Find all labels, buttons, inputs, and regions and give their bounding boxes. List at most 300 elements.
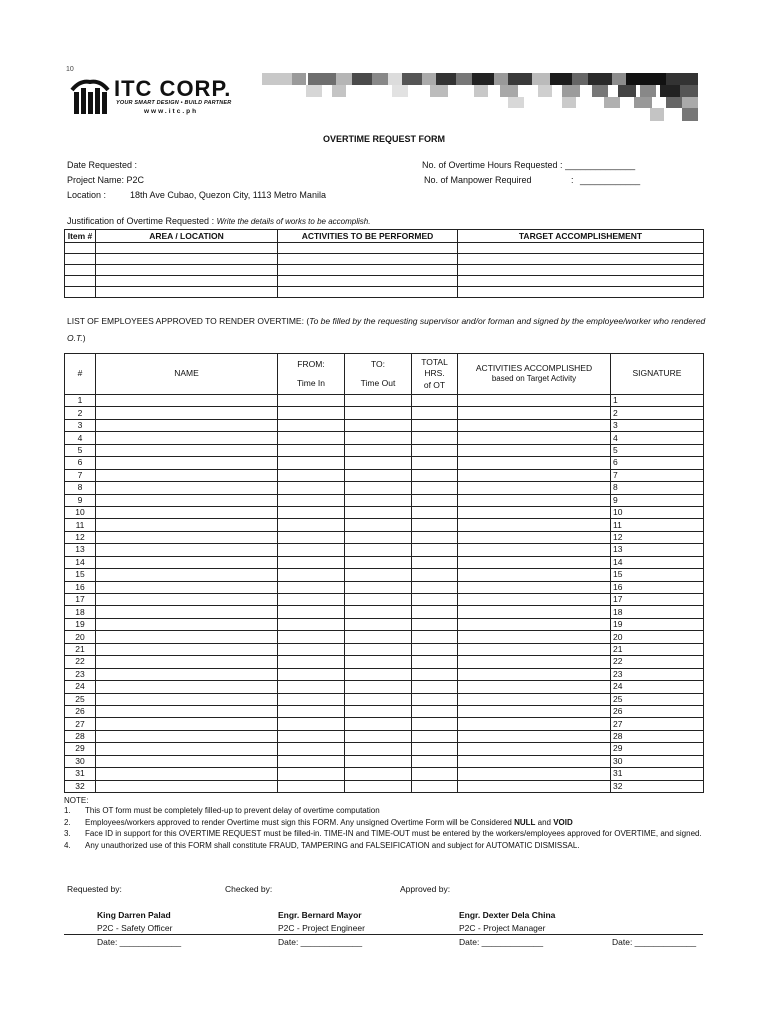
time-out-cell[interactable] bbox=[345, 618, 412, 630]
row-number: 24 bbox=[65, 681, 96, 693]
date-requested-label: Date Requested : bbox=[67, 160, 138, 170]
blank-cell[interactable] bbox=[96, 287, 278, 298]
activities-cell[interactable] bbox=[458, 656, 611, 668]
time-out-cell[interactable] bbox=[345, 705, 412, 717]
time-in-cell[interactable] bbox=[278, 618, 345, 630]
total-hrs-cell[interactable] bbox=[412, 457, 458, 469]
time-out-cell[interactable] bbox=[345, 544, 412, 556]
time-out-cell[interactable] bbox=[345, 556, 412, 568]
table-row bbox=[65, 643, 704, 655]
note-text: Employees/workers approved to render Overtime must sign this FORM. Any unsigned Overtime Form will be Considered bbox=[85, 817, 515, 827]
time-in-cell[interactable] bbox=[278, 606, 345, 618]
activities-cell[interactable] bbox=[458, 718, 611, 730]
total-hrs-cell[interactable] bbox=[412, 681, 458, 693]
total-hrs-cell[interactable] bbox=[412, 730, 458, 742]
name-cell[interactable] bbox=[96, 395, 278, 407]
table-row bbox=[65, 730, 704, 742]
blank-cell[interactable] bbox=[278, 287, 458, 298]
itc-logo-icon bbox=[70, 78, 110, 116]
name-cell[interactable] bbox=[96, 668, 278, 680]
name-cell[interactable] bbox=[96, 469, 278, 481]
table-row bbox=[65, 768, 704, 780]
time-in-cell[interactable] bbox=[278, 656, 345, 668]
note-item bbox=[64, 829, 704, 839]
blank-cell[interactable] bbox=[458, 254, 704, 265]
time-out-cell[interactable] bbox=[345, 506, 412, 518]
signature-cell[interactable]: 8 bbox=[611, 482, 704, 494]
time-out-cell[interactable] bbox=[345, 482, 412, 494]
total-hrs-cell[interactable] bbox=[412, 656, 458, 668]
name-cell[interactable] bbox=[96, 569, 278, 581]
total-hrs-cell[interactable] bbox=[412, 718, 458, 730]
table-row bbox=[65, 743, 704, 755]
signature-cell[interactable]: 31 bbox=[611, 768, 704, 780]
time-in-cell[interactable] bbox=[278, 531, 345, 543]
blank-cell[interactable] bbox=[458, 243, 704, 254]
signatory-name: Engr. Bernard Mayor bbox=[278, 910, 362, 920]
signature-cell[interactable]: 11 bbox=[611, 519, 704, 531]
table-row bbox=[65, 419, 704, 431]
table-row bbox=[65, 531, 704, 543]
name-cell[interactable] bbox=[96, 768, 278, 780]
table-row bbox=[65, 243, 704, 254]
time-in-cell[interactable] bbox=[278, 718, 345, 730]
name-cell[interactable] bbox=[96, 581, 278, 593]
row-number: 25 bbox=[65, 693, 96, 705]
blank-cell[interactable] bbox=[65, 243, 96, 254]
name-cell[interactable] bbox=[96, 656, 278, 668]
name-cell[interactable] bbox=[96, 444, 278, 456]
manpower-value: ____________ bbox=[580, 175, 641, 185]
time-out-cell[interactable] bbox=[345, 631, 412, 643]
row-number: 28 bbox=[65, 730, 96, 742]
name-cell[interactable] bbox=[96, 681, 278, 693]
location-value: 18th Ave Cubao, Quezon City, 1113 Metro Manila bbox=[130, 190, 326, 200]
time-in-cell[interactable] bbox=[278, 506, 345, 518]
name-cell[interactable] bbox=[96, 643, 278, 655]
total-hrs-cell[interactable] bbox=[412, 606, 458, 618]
time-out-cell[interactable] bbox=[345, 656, 412, 668]
time-out-cell[interactable] bbox=[345, 693, 412, 705]
hdr-activities-sub: based on Target Activity bbox=[491, 374, 577, 384]
signature-cell[interactable]: 23 bbox=[611, 668, 704, 680]
note-text: Any unauthorized use of this FORM shall constitute FRAUD, TAMPERING and FALSEIFICATION and subject for AUTOMATIC DISMISSAL. bbox=[85, 840, 580, 850]
table-row bbox=[65, 494, 704, 506]
table-row bbox=[65, 407, 704, 419]
time-in-cell[interactable] bbox=[278, 444, 345, 456]
name-cell[interactable] bbox=[96, 519, 278, 531]
total-hrs-cell[interactable] bbox=[412, 432, 458, 444]
ot-hours-row bbox=[422, 160, 635, 170]
activities-cell[interactable] bbox=[458, 631, 611, 643]
time-out-cell[interactable] bbox=[345, 469, 412, 481]
time-in-cell[interactable] bbox=[278, 730, 345, 742]
time-in-cell[interactable] bbox=[278, 407, 345, 419]
name-cell[interactable] bbox=[96, 457, 278, 469]
name-cell[interactable] bbox=[96, 705, 278, 717]
table-row bbox=[65, 556, 704, 568]
justification-heading bbox=[67, 216, 370, 226]
time-out-cell[interactable] bbox=[345, 780, 412, 792]
blank-cell[interactable] bbox=[96, 254, 278, 265]
row-number: 11 bbox=[65, 519, 96, 531]
total-hrs-cell[interactable] bbox=[412, 618, 458, 630]
signature-cell[interactable]: 5 bbox=[611, 444, 704, 456]
signature-cell[interactable]: 1 bbox=[611, 395, 704, 407]
total-hrs-cell[interactable] bbox=[412, 631, 458, 643]
signature-cell[interactable]: 9 bbox=[611, 494, 704, 506]
time-out-cell[interactable] bbox=[345, 494, 412, 506]
checked-by-label: Checked by: bbox=[225, 884, 273, 894]
activities-cell[interactable] bbox=[458, 457, 611, 469]
time-in-cell[interactable] bbox=[278, 482, 345, 494]
time-out-cell[interactable] bbox=[345, 643, 412, 655]
activities-cell[interactable] bbox=[458, 755, 611, 767]
time-out-cell[interactable] bbox=[345, 419, 412, 431]
table-row bbox=[65, 618, 704, 630]
row-number: 6 bbox=[65, 457, 96, 469]
total-hrs-cell[interactable] bbox=[412, 581, 458, 593]
time-in-cell[interactable] bbox=[278, 643, 345, 655]
activities-cell[interactable] bbox=[458, 768, 611, 780]
hdr-total bbox=[412, 354, 458, 395]
time-out-cell[interactable] bbox=[345, 519, 412, 531]
row-number: 23 bbox=[65, 668, 96, 680]
time-out-cell[interactable] bbox=[345, 718, 412, 730]
time-out-cell[interactable] bbox=[345, 730, 412, 742]
manpower-colon: : bbox=[571, 175, 574, 185]
activities-cell[interactable] bbox=[458, 444, 611, 456]
approved-by-label: Approved by: bbox=[400, 884, 451, 894]
time-in-cell[interactable] bbox=[278, 693, 345, 705]
time-out-cell[interactable] bbox=[345, 581, 412, 593]
total-hrs-cell[interactable] bbox=[412, 506, 458, 518]
blank-cell[interactable] bbox=[278, 243, 458, 254]
note-bold-void: VOID bbox=[553, 817, 573, 827]
total-hrs-cell[interactable] bbox=[412, 444, 458, 456]
blank-cell[interactable] bbox=[278, 265, 458, 276]
time-in-cell[interactable] bbox=[278, 544, 345, 556]
signature-cell[interactable]: 13 bbox=[611, 544, 704, 556]
time-in-cell[interactable] bbox=[278, 681, 345, 693]
name-cell[interactable] bbox=[96, 544, 278, 556]
signature-cell[interactable]: 26 bbox=[611, 705, 704, 717]
total-hrs-cell[interactable] bbox=[412, 594, 458, 606]
table-row bbox=[65, 457, 704, 469]
time-in-cell[interactable] bbox=[278, 469, 345, 481]
company-name: ITC CORP. bbox=[114, 76, 232, 101]
signatory-checked bbox=[278, 910, 362, 920]
col-item: Item # bbox=[65, 230, 96, 243]
page-number: 10 bbox=[66, 66, 74, 73]
name-cell[interactable] bbox=[96, 506, 278, 518]
signatory-name: Engr. Dexter Dela China bbox=[459, 910, 556, 920]
name-cell[interactable] bbox=[96, 494, 278, 506]
signature-cell[interactable]: 21 bbox=[611, 643, 704, 655]
time-in-cell[interactable] bbox=[278, 668, 345, 680]
signature-cell[interactable]: 14 bbox=[611, 556, 704, 568]
blank-cell[interactable] bbox=[96, 265, 278, 276]
signature-cell[interactable]: 29 bbox=[611, 743, 704, 755]
signature-cell[interactable]: 10 bbox=[611, 506, 704, 518]
time-out-cell[interactable] bbox=[345, 768, 412, 780]
row-number: 8 bbox=[65, 482, 96, 494]
row-number: 32 bbox=[65, 780, 96, 792]
activities-cell[interactable] bbox=[458, 395, 611, 407]
signature-cell[interactable]: 18 bbox=[611, 606, 704, 618]
row-number: 5 bbox=[65, 444, 96, 456]
signature-cell[interactable]: 25 bbox=[611, 693, 704, 705]
time-in-cell[interactable] bbox=[278, 581, 345, 593]
table-row bbox=[65, 681, 704, 693]
name-cell[interactable] bbox=[96, 718, 278, 730]
total-hrs-cell[interactable] bbox=[412, 395, 458, 407]
total-hrs-cell[interactable] bbox=[412, 643, 458, 655]
table-row bbox=[65, 287, 704, 298]
row-number: 22 bbox=[65, 656, 96, 668]
name-cell[interactable] bbox=[96, 407, 278, 419]
time-in-cell[interactable] bbox=[278, 631, 345, 643]
table-row bbox=[65, 594, 704, 606]
time-in-cell[interactable] bbox=[278, 768, 345, 780]
hdr-activities-label: ACTIVITIES ACCOMPLISHED bbox=[475, 362, 593, 373]
signature-cell[interactable]: 3 bbox=[611, 419, 704, 431]
name-cell[interactable] bbox=[96, 531, 278, 543]
row-number: 20 bbox=[65, 631, 96, 643]
signatory-role: P2C - Project Engineer bbox=[278, 923, 365, 933]
manpower-label: No. of Manpower Required bbox=[424, 175, 532, 185]
signatory-name: King Darren Palad bbox=[97, 910, 171, 920]
time-in-cell[interactable] bbox=[278, 780, 345, 792]
time-out-cell[interactable] bbox=[345, 457, 412, 469]
signature-cell[interactable]: 24 bbox=[611, 681, 704, 693]
signature-cell[interactable]: 17 bbox=[611, 594, 704, 606]
time-out-cell[interactable] bbox=[345, 681, 412, 693]
blank-cell[interactable] bbox=[96, 276, 278, 287]
blank-cell[interactable] bbox=[65, 265, 96, 276]
total-hrs-cell[interactable] bbox=[412, 519, 458, 531]
time-in-cell[interactable] bbox=[278, 755, 345, 767]
row-number: 1 bbox=[65, 395, 96, 407]
signature-cell[interactable]: 12 bbox=[611, 531, 704, 543]
signature-cell[interactable]: 28 bbox=[611, 730, 704, 742]
table-row bbox=[65, 482, 704, 494]
time-in-cell[interactable] bbox=[278, 395, 345, 407]
total-hrs-cell[interactable] bbox=[412, 419, 458, 431]
row-number: 14 bbox=[65, 556, 96, 568]
total-hrs-cell[interactable] bbox=[412, 768, 458, 780]
blank-cell[interactable] bbox=[458, 287, 704, 298]
employees-hint: To be filled by the requesting supervisor and/or forman and signed by the employee/worker who rendered O.T. bbox=[67, 316, 706, 343]
signature-line bbox=[64, 934, 703, 935]
name-cell[interactable] bbox=[96, 594, 278, 606]
total-hrs-cell[interactable] bbox=[412, 544, 458, 556]
time-in-cell[interactable] bbox=[278, 457, 345, 469]
ot-hours-value: ______________ bbox=[565, 160, 636, 170]
total-hrs-cell[interactable] bbox=[412, 494, 458, 506]
signatory-requested bbox=[97, 910, 171, 920]
note-text: This OT form must be completely filled-up to prevent delay of overtime computation bbox=[85, 806, 380, 816]
signatory-role: P2C - Safety Officer bbox=[97, 923, 173, 933]
activities-cell[interactable] bbox=[458, 569, 611, 581]
table-row bbox=[65, 544, 704, 556]
time-in-cell[interactable] bbox=[278, 494, 345, 506]
activities-cell[interactable] bbox=[458, 506, 611, 518]
hdr-total-1: TOTAL bbox=[421, 356, 448, 367]
activities-cell[interactable] bbox=[458, 681, 611, 693]
table-row bbox=[65, 276, 704, 287]
blank-cell[interactable] bbox=[65, 254, 96, 265]
time-out-cell[interactable] bbox=[345, 743, 412, 755]
name-cell[interactable] bbox=[96, 730, 278, 742]
blank-cell[interactable] bbox=[458, 265, 704, 276]
time-out-cell[interactable] bbox=[345, 755, 412, 767]
table-row bbox=[65, 444, 704, 456]
signature-cell[interactable]: 16 bbox=[611, 581, 704, 593]
table-row bbox=[65, 606, 704, 618]
signature-cell[interactable]: 27 bbox=[611, 718, 704, 730]
total-hrs-cell[interactable] bbox=[412, 693, 458, 705]
pixel-banner bbox=[262, 73, 698, 121]
activities-cell[interactable] bbox=[458, 581, 611, 593]
time-in-cell[interactable] bbox=[278, 419, 345, 431]
time-out-cell[interactable] bbox=[345, 444, 412, 456]
activities-cell[interactable] bbox=[458, 419, 611, 431]
activities-cell[interactable] bbox=[458, 693, 611, 705]
note-item bbox=[64, 841, 704, 851]
row-number: 19 bbox=[65, 618, 96, 630]
signature-cell[interactable]: 7 bbox=[611, 469, 704, 481]
activities-cell[interactable] bbox=[458, 494, 611, 506]
time-in-cell[interactable] bbox=[278, 519, 345, 531]
note-number: 4. bbox=[64, 840, 71, 850]
activities-cell[interactable] bbox=[458, 606, 611, 618]
time-in-cell[interactable] bbox=[278, 705, 345, 717]
name-cell[interactable] bbox=[96, 618, 278, 630]
signature-cell[interactable]: 20 bbox=[611, 631, 704, 643]
total-hrs-cell[interactable] bbox=[412, 668, 458, 680]
name-cell[interactable] bbox=[96, 482, 278, 494]
name-cell[interactable] bbox=[96, 631, 278, 643]
signature-cell[interactable]: 19 bbox=[611, 618, 704, 630]
row-number: 3 bbox=[65, 419, 96, 431]
extra-date: Date: _____________ bbox=[612, 937, 697, 947]
total-hrs-cell[interactable] bbox=[412, 743, 458, 755]
signature-cell[interactable]: 2 bbox=[611, 407, 704, 419]
name-cell[interactable] bbox=[96, 606, 278, 618]
name-cell[interactable] bbox=[96, 432, 278, 444]
blank-cell[interactable] bbox=[278, 276, 458, 287]
signature-cell[interactable]: 4 bbox=[611, 432, 704, 444]
activities-cell[interactable] bbox=[458, 743, 611, 755]
signature-cell[interactable]: 30 bbox=[611, 755, 704, 767]
total-hrs-cell[interactable] bbox=[412, 482, 458, 494]
signature-cell[interactable]: 32 bbox=[611, 780, 704, 792]
name-cell[interactable] bbox=[96, 419, 278, 431]
table-row bbox=[65, 265, 704, 276]
time-out-cell[interactable] bbox=[345, 668, 412, 680]
hdr-total-2: HRS. bbox=[424, 368, 445, 379]
blank-cell[interactable] bbox=[65, 276, 96, 287]
total-hrs-cell[interactable] bbox=[412, 755, 458, 767]
time-out-cell[interactable] bbox=[345, 606, 412, 618]
activities-cell[interactable] bbox=[458, 519, 611, 531]
activities-cell[interactable] bbox=[458, 432, 611, 444]
name-cell[interactable] bbox=[96, 780, 278, 792]
blank-cell[interactable] bbox=[96, 243, 278, 254]
name-cell[interactable] bbox=[96, 743, 278, 755]
company-website: www.itc.ph bbox=[144, 108, 199, 115]
signature-cell[interactable]: 15 bbox=[611, 569, 704, 581]
time-out-cell[interactable] bbox=[345, 432, 412, 444]
row-number: 10 bbox=[65, 506, 96, 518]
activities-cell[interactable] bbox=[458, 407, 611, 419]
signature-cell[interactable]: 22 bbox=[611, 656, 704, 668]
time-out-cell[interactable] bbox=[345, 594, 412, 606]
activities-cell[interactable] bbox=[458, 705, 611, 717]
hdr-to bbox=[345, 354, 412, 395]
total-hrs-cell[interactable] bbox=[412, 407, 458, 419]
total-hrs-cell[interactable] bbox=[412, 469, 458, 481]
activities-cell[interactable] bbox=[458, 544, 611, 556]
time-out-cell[interactable] bbox=[345, 531, 412, 543]
activities-cell[interactable] bbox=[458, 556, 611, 568]
note-number: 3. bbox=[64, 829, 71, 839]
activities-cell[interactable] bbox=[458, 531, 611, 543]
blank-cell[interactable] bbox=[458, 276, 704, 287]
time-in-cell[interactable] bbox=[278, 743, 345, 755]
time-out-cell[interactable] bbox=[345, 407, 412, 419]
activities-cell[interactable] bbox=[458, 730, 611, 742]
employees-table bbox=[64, 353, 704, 793]
hdr-activities bbox=[458, 354, 611, 395]
name-cell[interactable] bbox=[96, 755, 278, 767]
time-in-cell[interactable] bbox=[278, 556, 345, 568]
time-in-cell[interactable] bbox=[278, 569, 345, 581]
activities-cell[interactable] bbox=[458, 643, 611, 655]
total-hrs-cell[interactable] bbox=[412, 531, 458, 543]
blank-cell[interactable] bbox=[278, 254, 458, 265]
employees-heading bbox=[67, 313, 707, 347]
name-cell[interactable] bbox=[96, 693, 278, 705]
table-row bbox=[65, 668, 704, 680]
location-label: Location : bbox=[67, 190, 107, 200]
activities-cell[interactable] bbox=[458, 594, 611, 606]
row-number: 31 bbox=[65, 768, 96, 780]
activities-cell[interactable] bbox=[458, 482, 611, 494]
signature-cell[interactable]: 6 bbox=[611, 457, 704, 469]
note-text: Face ID in support for this OVERTIME REQUEST must be filled-in. TIME-IN and TIME-OUT must be entered by the workers/employees approved for OVERTIME, and signed. bbox=[85, 829, 702, 839]
time-out-cell[interactable] bbox=[345, 569, 412, 581]
time-in-cell[interactable] bbox=[278, 594, 345, 606]
total-hrs-cell[interactable] bbox=[412, 556, 458, 568]
activities-cell[interactable] bbox=[458, 469, 611, 481]
total-hrs-cell[interactable] bbox=[412, 705, 458, 717]
name-cell[interactable] bbox=[96, 556, 278, 568]
table-row bbox=[65, 705, 704, 717]
total-hrs-cell[interactable] bbox=[412, 569, 458, 581]
time-in-cell[interactable] bbox=[278, 432, 345, 444]
table-row bbox=[65, 755, 704, 767]
manpower-value-row bbox=[571, 175, 640, 185]
blank-cell[interactable] bbox=[65, 287, 96, 298]
hdr-name: NAME bbox=[96, 354, 278, 395]
activities-cell[interactable] bbox=[458, 618, 611, 630]
total-hrs-cell[interactable] bbox=[412, 780, 458, 792]
time-out-cell[interactable] bbox=[345, 395, 412, 407]
activities-cell[interactable] bbox=[458, 780, 611, 792]
activities-cell[interactable] bbox=[458, 668, 611, 680]
